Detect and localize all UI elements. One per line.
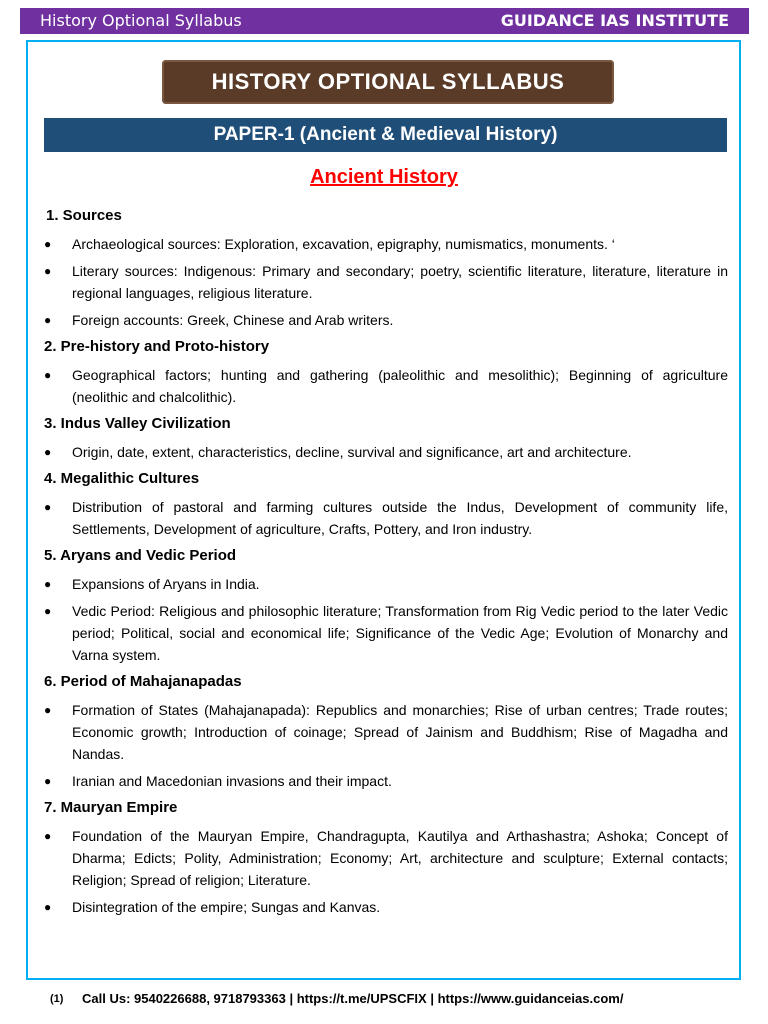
document-title: HISTORY OPTIONAL SYLLABUS xyxy=(162,60,614,104)
bullet-icon: ● xyxy=(44,313,52,327)
page-footer xyxy=(0,988,768,1010)
topic-heading: 1. Sources xyxy=(46,207,122,224)
topic-bullets xyxy=(44,233,728,331)
bullet-icon: ● xyxy=(44,900,52,914)
syllabus-content xyxy=(44,205,728,923)
topic-block xyxy=(44,797,728,918)
topic-block xyxy=(44,205,728,331)
list-item: ● Formation of States (Mahajanapada): Republics and monarchies; Rise of urban centres; Trade routes; Economic growth; Introduction of coinage; Spread of Jainism and Buddhism; Rise of Magadha and Nandas. xyxy=(44,699,728,765)
bullet-icon: ● xyxy=(44,368,52,382)
header-left-title: History Optional Syllabus xyxy=(40,11,242,30)
topic-bullets xyxy=(44,699,728,792)
bullet-icon: ● xyxy=(44,604,52,618)
topic-heading: 3. Indus Valley Civilization xyxy=(44,415,231,432)
list-item: ● Iranian and Macedonian invasions and their impact. xyxy=(44,770,728,792)
topic-block xyxy=(44,671,728,792)
topic-bullets xyxy=(44,825,728,918)
topic-block xyxy=(44,413,728,463)
topic-heading: 6. Period of Mahajanapadas xyxy=(44,673,242,690)
bullet-icon: ● xyxy=(44,577,52,591)
bullet-icon: ● xyxy=(44,500,52,514)
topic-block xyxy=(44,545,728,666)
topic-heading: 4. Megalithic Cultures xyxy=(44,470,200,487)
topic-heading: 5. Aryans and Vedic Period xyxy=(44,547,237,564)
topic-bullets xyxy=(44,496,728,540)
list-item: ● Archaeological sources: Exploration, excavation, epigraphy, numismatics, monuments. ‘ xyxy=(44,233,728,255)
list-item: ● Foundation of the Mauryan Empire, Chandragupta, Kautilya and Arthashastra; Ashoka; Concept of Dharma; Edicts; Polity, Administration; Economy; Art, architecture and sculpture; External contacts; Religion; Spread of religion; Literature. xyxy=(44,825,728,891)
paper-heading: PAPER-1 (Ancient & Medieval History) xyxy=(44,118,727,152)
list-item: ● Origin, date, extent, characteristics, decline, survival and significance, art and architecture. xyxy=(44,441,728,463)
section-title: Ancient History xyxy=(310,166,458,188)
topic-bullets xyxy=(44,364,728,408)
list-item: ● Literary sources: Indigenous: Primary and secondary; poetry, scientific literature, literature, literature in regional languages, religious literature. xyxy=(44,260,728,304)
bullet-icon: ● xyxy=(44,445,52,459)
list-item: ● Foreign accounts: Greek, Chinese and Arab writers. xyxy=(44,309,728,331)
topic-block xyxy=(44,336,728,408)
list-item: ● Geographical factors; hunting and gathering (paleolithic and mesolithic); Beginning of agriculture (neolithic and chalcolithic). xyxy=(44,364,728,408)
topic-heading: 2. Pre-history and Proto-history xyxy=(44,338,270,355)
list-item: ● Distribution of pastoral and farming cultures outside the Indus, Development of community life, Settlements, Development of agriculture, Crafts, Pottery, and Iron industry. xyxy=(44,496,728,540)
topic-block xyxy=(44,468,728,540)
topic-heading: 7. Mauryan Empire xyxy=(44,799,178,816)
topic-bullets xyxy=(44,573,728,666)
topic-bullets xyxy=(44,441,728,463)
list-item: ● Vedic Period: Religious and philosophic literature; Transformation from Rig Vedic period to the later Vedic period; Political, social and economical life; Significance of the Vedic Age; Evolution of Monarchy and Varna system. xyxy=(44,600,728,666)
list-item: ● Disintegration of the empire; Sungas and Kanvas. xyxy=(44,896,728,918)
bullet-icon: ● xyxy=(44,829,52,843)
bullet-icon: ● xyxy=(44,264,52,278)
bullet-icon: ● xyxy=(44,237,52,251)
page-number: (1) xyxy=(50,993,64,1005)
header-bar xyxy=(20,8,749,34)
list-item: ● Expansions of Aryans in India. xyxy=(44,573,728,595)
header-institute-name: GUIDANCE IAS INSTITUTE xyxy=(500,11,729,30)
bullet-icon: ● xyxy=(44,774,52,788)
bullet-icon: ● xyxy=(44,703,52,717)
contact-info: Call Us: 9540226688, 9718793363 | https://t.me/UPSCFIX | https://www.guidanceias.com/ xyxy=(82,991,624,1006)
